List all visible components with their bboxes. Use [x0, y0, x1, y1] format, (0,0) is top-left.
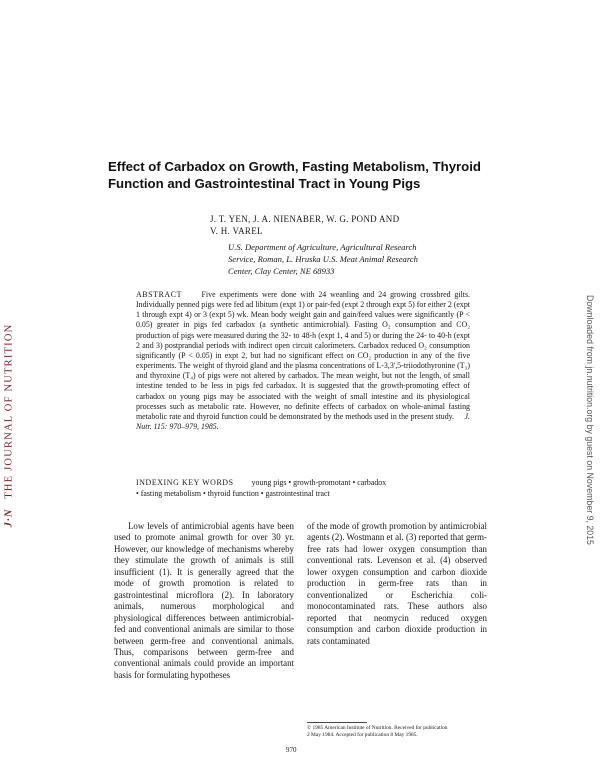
body-column-right: [307, 521, 487, 647]
author-list: [210, 213, 470, 237]
page-number: 970: [286, 746, 297, 754]
author-affiliation: [228, 241, 488, 277]
authors-line-1: J. T. YEN, J. A. NIENABER, W. G. POND AND: [210, 214, 400, 224]
abstract-text: Five experiments were done with 24 weanling and 24 growing crossbred gilts. Individually penned pigs were fed ad libitum (expt 1) or pair-fed (expt 2 through expt 5) for either 2 (expt 1 through expt 4) or 3 (expt 5) wk. Mean body weight gain and gain/feed values were significantly (P < 0.05) greater in pigs fed carbadox (a synthetic antimicrobial). Fasting O₂ consumption and CO₂ production of pigs were measured during the 32- to 48-h (expt 1, 4 and 5) or during the 24- to 40-h (expt 2 and 3) postprandial periods with indirect open circuit calorimeters. Carbadox reduced O₂ consumption significantly (P < 0.05) in expt 2, but had no significant effect on CO₂ production in any of the five experiments. The weight of thyroid gland and the plasma concentrations of L-3,3',5-triiodothyronine (T₃) and thyroxine (T₄) of pigs were not altered by carbadox. The mean weight, but not the length, of small intestine tended to be less in pigs fed carbadox. It is suggested that the growth-promoting effect of carbadox on young pigs may be associated with the weight of small intestine and its physiological processes such as metabolic rate. However, no definite effects of carbadox on whole-animal fasting metabolic rate and thyroid function could be demonstrated by the methods used in the present study.: [136, 290, 470, 421]
journal-sidebar-mark: [0, 260, 18, 590]
affiliation-line-1: U.S. Department of Agriculture, Agricultural Research: [228, 242, 417, 252]
body-left-text: Low levels of antimicrobial agents have been used to promote animal growth for over 30 yr. However, our knowledge of mechanisms whereby they stimulate the growth of animals is still insufficient (1). It is generally agreed that the mode of growth promotion is related to gastrointestinal microflora (2). In laboratory animals, numerous morphological and physiological differences between antimicrobial-fed and conventional animals are similar to those between germ-free and conventional animals. Thus, comparisons between germ-free and conventional animals could provide an important basis for formulating hypotheses: [114, 521, 294, 680]
download-note-text: Downloaded from jn.nutrition.org by guest on November 9, 2015: [585, 295, 596, 545]
footnote: [307, 725, 487, 739]
indexing-keywords: [136, 478, 470, 499]
abstract-block: [136, 290, 470, 432]
abstract-label: ABSTRACT: [136, 290, 183, 299]
footnote-divider: [307, 722, 367, 723]
keywords-label: INDEXING KEY WORDS: [136, 478, 234, 487]
keywords-line-1: young pigs • growth-promotant • carbadox: [251, 478, 387, 487]
footnote-line-1: © 1985 American Institute of Nutrition. Received for publication: [307, 725, 448, 731]
journal-name: THE JOURNAL OF NUTRITION: [3, 323, 15, 499]
affiliation-line-2: Service, Roman, L. Hruska U.S. Meat Animal Research: [228, 254, 418, 264]
abstract-citation: J. Nutr. 115: 970–979, 1985.: [136, 411, 470, 432]
article-title: Effect of Carbadox on Growth, Fasting Metabolism, Thyroid Function and Gastrointestinal Tract in Young Pigs: [108, 159, 481, 191]
keywords-line-2: • fasting metabolism • thyroid function • gastrointestinal tract: [136, 488, 330, 498]
footnote-line-2: 2 May 1984. Accepted for publication 8 May 1985.: [307, 732, 418, 738]
body-column-left: [114, 521, 294, 681]
journal-abbrev: J·N: [3, 507, 15, 527]
affiliation-line-3: Center, Clay Center, NE 68933: [228, 266, 335, 276]
download-notice: [582, 270, 598, 570]
body-right-text: of the mode of growth promotion by antimicrobial agents (2). Wostmann et al. (3) reported that germ-free rats had lower oxygen consumption than conventional rats. Levenson et al. (4) observed lower oxygen consumption and carbon dioxide production in germ-free rats than in conventionalized or Escherichia coli-monocontaminated rats. These authors also reported that neomycin reduced oxygen consumption and carbon dioxide production in rats contaminated: [307, 521, 488, 646]
authors-line-2: V. H. VAREL: [210, 226, 263, 236]
